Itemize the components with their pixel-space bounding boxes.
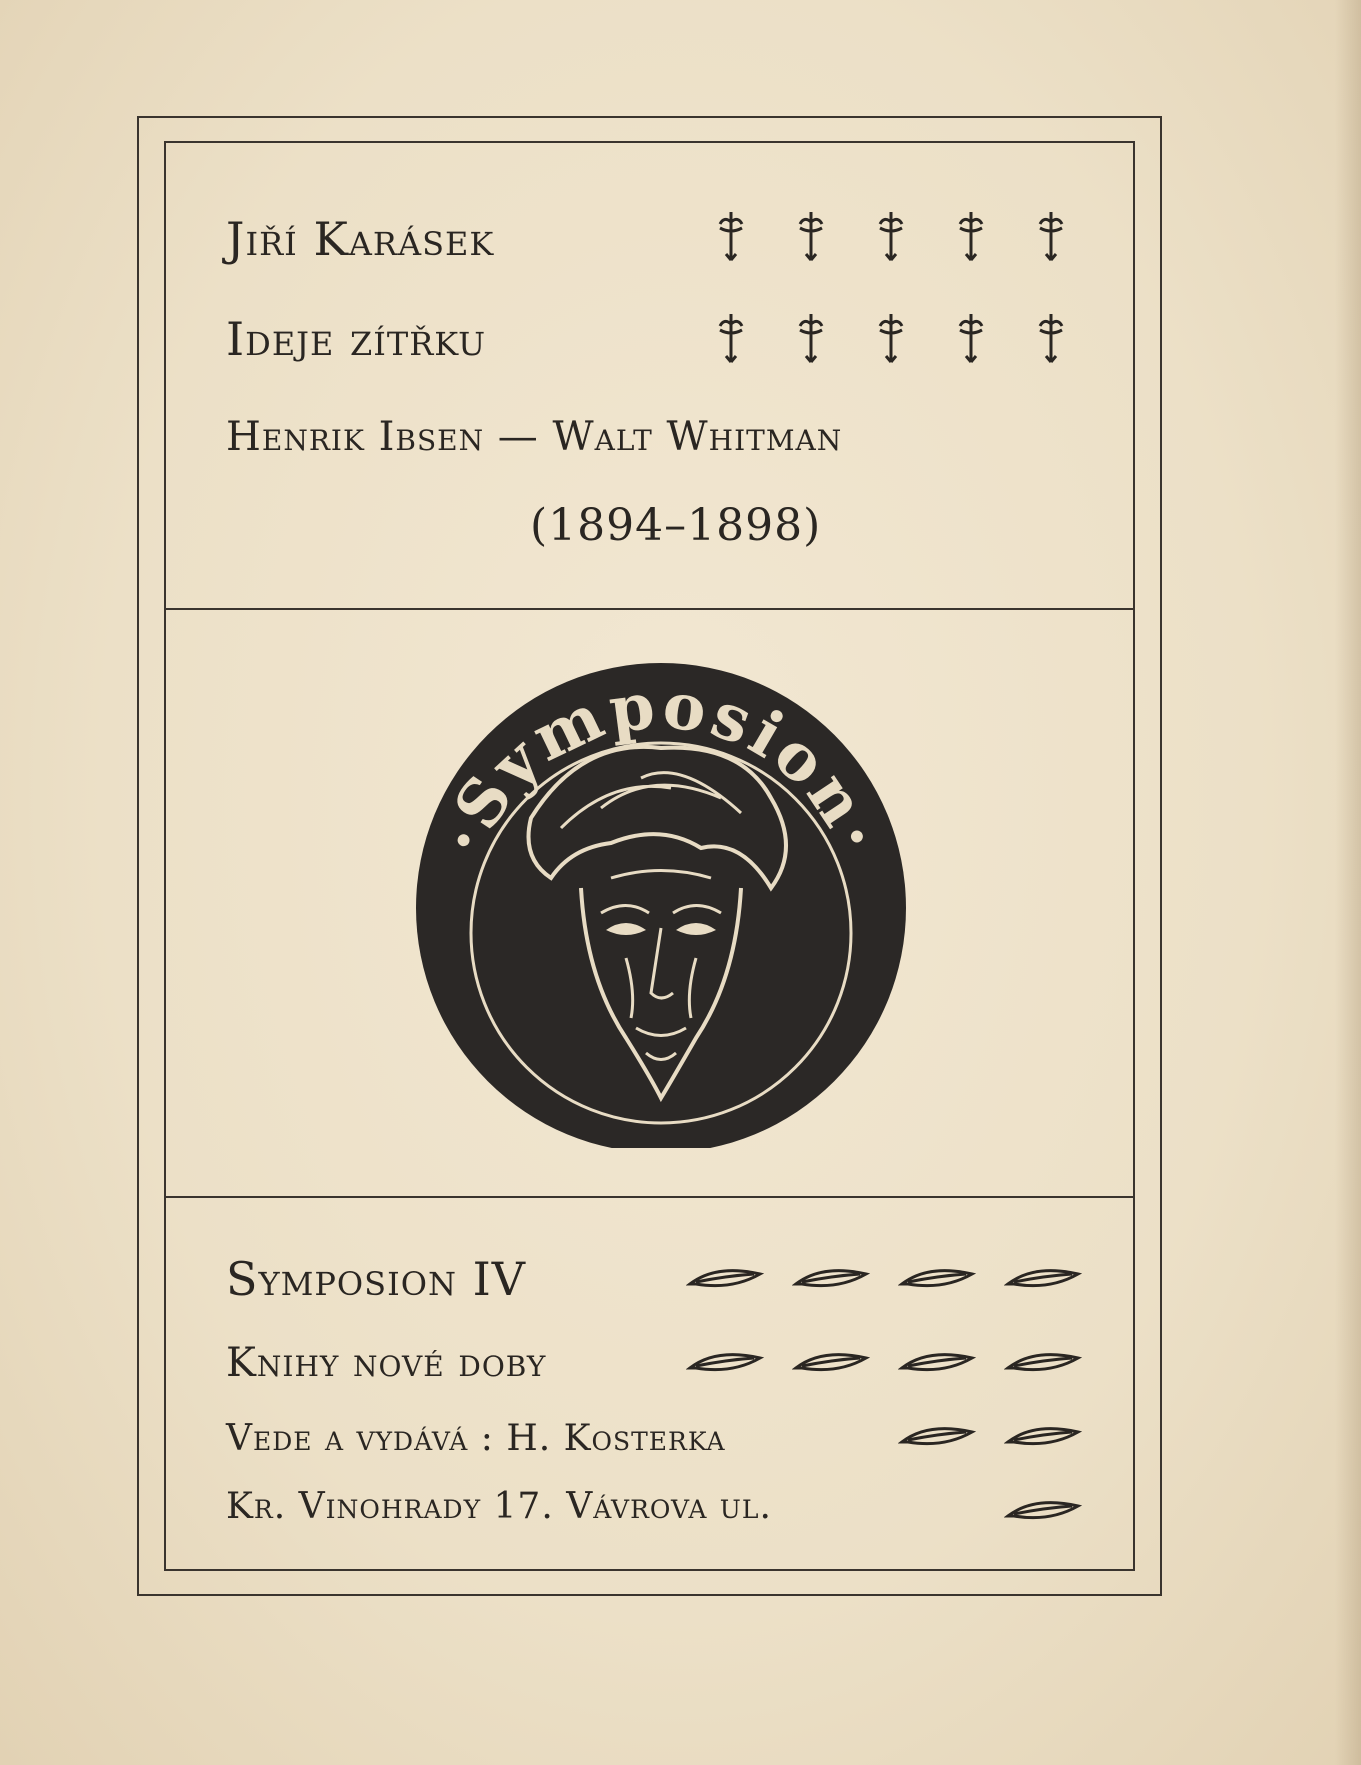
divider-bottom	[164, 1196, 1135, 1198]
edition-name: Knihy nové doby	[226, 1340, 547, 1386]
leaf-icon	[898, 1420, 976, 1450]
year-range: (1894–1898)	[530, 500, 822, 551]
book-title: Ideje zítřku	[226, 312, 487, 366]
author-name: Jiří Karásek	[226, 212, 495, 266]
address-line: Kr. Vinohrady 17. Vávrova ul.	[226, 1486, 772, 1527]
divider-top	[164, 608, 1135, 610]
leaf-ornament-row-4	[1004, 1494, 1110, 1524]
fleur-icon	[796, 210, 826, 264]
leaf-icon	[898, 1346, 976, 1376]
fleur-icon	[796, 312, 826, 366]
leaf-icon	[792, 1262, 870, 1292]
symposion-seal	[411, 648, 911, 1148]
leaf-icon	[1004, 1346, 1082, 1376]
leaf-ornament-row-1	[686, 1262, 1110, 1292]
fleur-ornament-row-2	[716, 312, 1116, 366]
paper-edge	[1335, 0, 1361, 1765]
fleur-icon	[1036, 312, 1066, 366]
fleur-icon	[876, 312, 906, 366]
leaf-icon	[1004, 1494, 1082, 1524]
fleur-icon	[876, 210, 906, 264]
fleur-icon	[716, 210, 746, 264]
editor-line: Vede a vydává : H. Kosterka	[226, 1418, 726, 1459]
jester-face-emblem-icon	[411, 648, 911, 1148]
leaf-ornament-row-2	[686, 1346, 1110, 1376]
leaf-icon	[686, 1262, 764, 1292]
book-subjects: Henrik Ibsen — Walt Whitman	[226, 414, 843, 460]
leaf-icon	[792, 1346, 870, 1376]
fleur-icon	[1036, 210, 1066, 264]
leaf-icon	[1004, 1262, 1082, 1292]
fleur-icon	[716, 312, 746, 366]
series-name: Symposion IV	[226, 1252, 526, 1306]
leaf-ornament-row-3	[898, 1420, 1110, 1450]
seal-text: ·Symposion·	[425, 667, 897, 865]
leaf-icon	[898, 1262, 976, 1292]
leaf-icon	[686, 1346, 764, 1376]
fleur-ornament-row-1	[716, 210, 1116, 264]
fleur-icon	[956, 312, 986, 366]
leaf-icon	[1004, 1420, 1082, 1450]
fleur-icon	[956, 210, 986, 264]
